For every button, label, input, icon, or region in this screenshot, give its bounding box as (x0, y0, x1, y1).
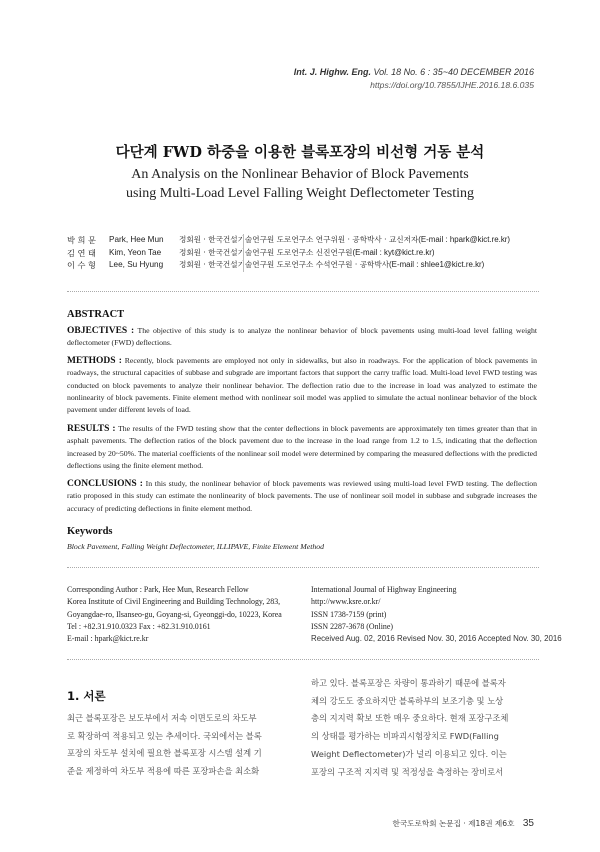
body-line: 포장의 구조적 지지력 및 적정성을 측정하는 장비로서 (311, 766, 504, 777)
author-divider (243, 234, 244, 272)
journal-volume: Vol. 18 No. 6 : 35~40 DECEMBER 2016 (373, 67, 534, 77)
page-number: 35 (522, 818, 534, 829)
korean-title: 다단계 FWD 하중을 이용한 블록포장의 비선형 거동 분석 (115, 144, 485, 161)
author-name-ko: 김 연 태 (67, 247, 96, 258)
submission-dates: Received Aug. 02, 2016 Revised Nov. 30, 2016 Accepted Nov. 30, 2016 (311, 634, 562, 644)
abstract-heading: ABSTRACT (67, 309, 125, 320)
body-column-left (67, 710, 293, 781)
author-email[interactable]: (E-mail : shlee1@kict.re.kr) (389, 260, 485, 269)
issn-print: ISSN 1738-7159 (print) (311, 609, 387, 619)
author-name-en: Kim, Yeon Tae (109, 247, 162, 257)
author-row (67, 247, 510, 260)
author-affiliation: 정회원 · 한국건설기술연구원 도로연구소 신진연구원(E-mail : kyt@kict.re.kr) (179, 247, 435, 257)
author-name-en: Lee, Su Hyung (109, 260, 164, 269)
author-name-ko: 박 희 문 (67, 235, 96, 245)
english-title-line2: using Multi-Load Level Falling Weight Deflectometer Testing (125, 186, 475, 201)
divider (67, 291, 539, 292)
corr-tel: Tel : +82.31.910.0323 Fax : +82.31.910.0161 (67, 621, 211, 631)
footer-journal: 한국도로학회 논문집 · 제18권 제6호 (392, 819, 515, 828)
body-line: 준을 제정하여 차도부 적용에 따른 포장파손을 최소화 (67, 766, 260, 777)
body-column-right (311, 675, 539, 781)
corr-institute: Korea Institute of Civil Engineering and Building Technology, 283, (67, 597, 281, 607)
methods-label: METHODS : (67, 356, 122, 366)
english-title-line1: An Analysis on the Nonlinear Behavior of Block Pavements (131, 167, 469, 182)
body-line: 층의 지지력 확보 또한 매우 중요하다. 현재 포장구조체 (311, 713, 509, 724)
results-text: The results of the FWD testing show that the center deflections in block pavements are approximately ten times greater than that in asphalt pavements. The deflection ratios of the block pavement due to the increase in the load range from 1.2 to 1.5, indicating that the deflection increased by 20~50%. The material coefficients of the nonlinear soil model were determined by comparing the measured deflections with the predicted deflections using the finite element method. (67, 424, 537, 470)
correspondence-block (67, 584, 282, 645)
conclusions-text: In this study, the nonlinear behavior of block pavements was reviewed using multi-load level FWD testing. The deflection ratio proposed in this study can estimate the nonlinearity of block pavements. The use of nonlinear soil model in subbase and subgrade increases the accuracy of predicting deflections in finite element method. (67, 479, 538, 513)
author-row (67, 234, 510, 247)
body-line: 포장의 차도부 설치에 필요한 블록포장 시스템 설계 기 (67, 748, 262, 759)
author-name-en: Park, Hee Mun (109, 235, 164, 244)
author-email[interactable]: (E-mail : kyt@kict.re.kr) (352, 247, 435, 257)
results-label: RESULTS : (67, 424, 116, 434)
page-footer (393, 818, 534, 829)
corr-author: Corresponding Author : Park, Hee Mun, Research Fellow (67, 585, 249, 594)
conclusions-label: CONCLUSIONS : (67, 479, 143, 489)
keywords-heading: Keywords (67, 526, 113, 537)
author-name-ko: 이 수 형 (67, 260, 96, 270)
body-line: 체의 강도도 중요하지만 블록하부의 보조기층 및 노상 (311, 695, 504, 706)
corr-email[interactable]: E-mail : hpark@kict.re.kr (67, 634, 149, 644)
abstract-conclusions (67, 478, 537, 515)
journal-header (294, 67, 534, 77)
journal-info-block (311, 584, 562, 645)
methods-text: Recently, block pavements are employed not only in sidewalks, but also in roadways. For the application of block pavements in roadways, the structural capacities of subbase and subgrade are important factors that support the carry traffic load. Multi-load level FWD testing was conducted on block pavements to analyze their nonlinear behavior. The deflection ratio due to the increase in load was analyzed to estimate the nonlinearity of block pavements. Finite element method with nonlinear soil model was applied to simulate the actual nonlinear behavior of the block pavement under different levels of load. (67, 356, 537, 415)
body-line: 로 확장하여 적용되고 있는 추세이다. 국외에서는 블록 (67, 730, 262, 741)
section-heading: 1. 서론 (67, 689, 106, 703)
objectives-text: The objective of this study is to analyze the nonlinear behavior of block pavements using multi-load level falling weight deflectometer (FWD) deflections. (67, 326, 537, 348)
body-line: 최근 블록포장은 보도부에서 저속 이면도로의 차도부 (67, 713, 257, 723)
abstract-methods (67, 355, 537, 416)
author-affiliation: 정회원 · 한국건설기술연구원 도로연구소 연구위원 · 공학박사 · 교신저자(E-mail : hpark@kict.re.kr) (179, 235, 511, 244)
body-line: Weight Deflectometer)가 널리 이용되고 있다. 이는 (311, 748, 507, 759)
author-affiliation: 정회원 · 한국건설기술연구원 도로연구소 수석연구원 · 공학박사(E-mail : shlee1@kict.re.kr) (179, 260, 485, 269)
issn-online: ISSN 2287-3678 (Online) (311, 621, 393, 631)
corr-address: Goyangdae-ro, Ilsanseo-gu, Goyang-si, Gyeonggi-do, 10223, Korea (67, 609, 282, 619)
objectives-label: OBJECTIVES : (67, 326, 135, 336)
author-block (67, 234, 510, 272)
keywords-text: Block Pavement, Falling Weight Deflectometer, ILLIPAVE, Finite Element Method (67, 542, 325, 551)
divider (67, 567, 539, 568)
abstract-objectives (67, 325, 537, 350)
journal-abbrev: Int. J. Highw. Eng. (293, 67, 371, 77)
author-email[interactable]: (E-mail : hpark@kict.re.kr) (418, 235, 511, 244)
abstract-results (67, 423, 537, 472)
divider (67, 659, 539, 660)
doi-link[interactable]: https://doi.org/10.7855/IJHE.2016.18.6.035 (370, 80, 534, 90)
body-line: 의 상태를 평가하는 비파괴시험장치로 FWD(Falling (311, 731, 499, 742)
journal-url[interactable]: http://www.ksre.or.kr/ (311, 597, 381, 607)
body-line: 하고 있다. 블록포장은 차량이 통과하기 때문에 블록자 (311, 678, 506, 688)
author-row (67, 259, 510, 272)
journal-name: International Journal of Highway Engineering (311, 585, 457, 594)
